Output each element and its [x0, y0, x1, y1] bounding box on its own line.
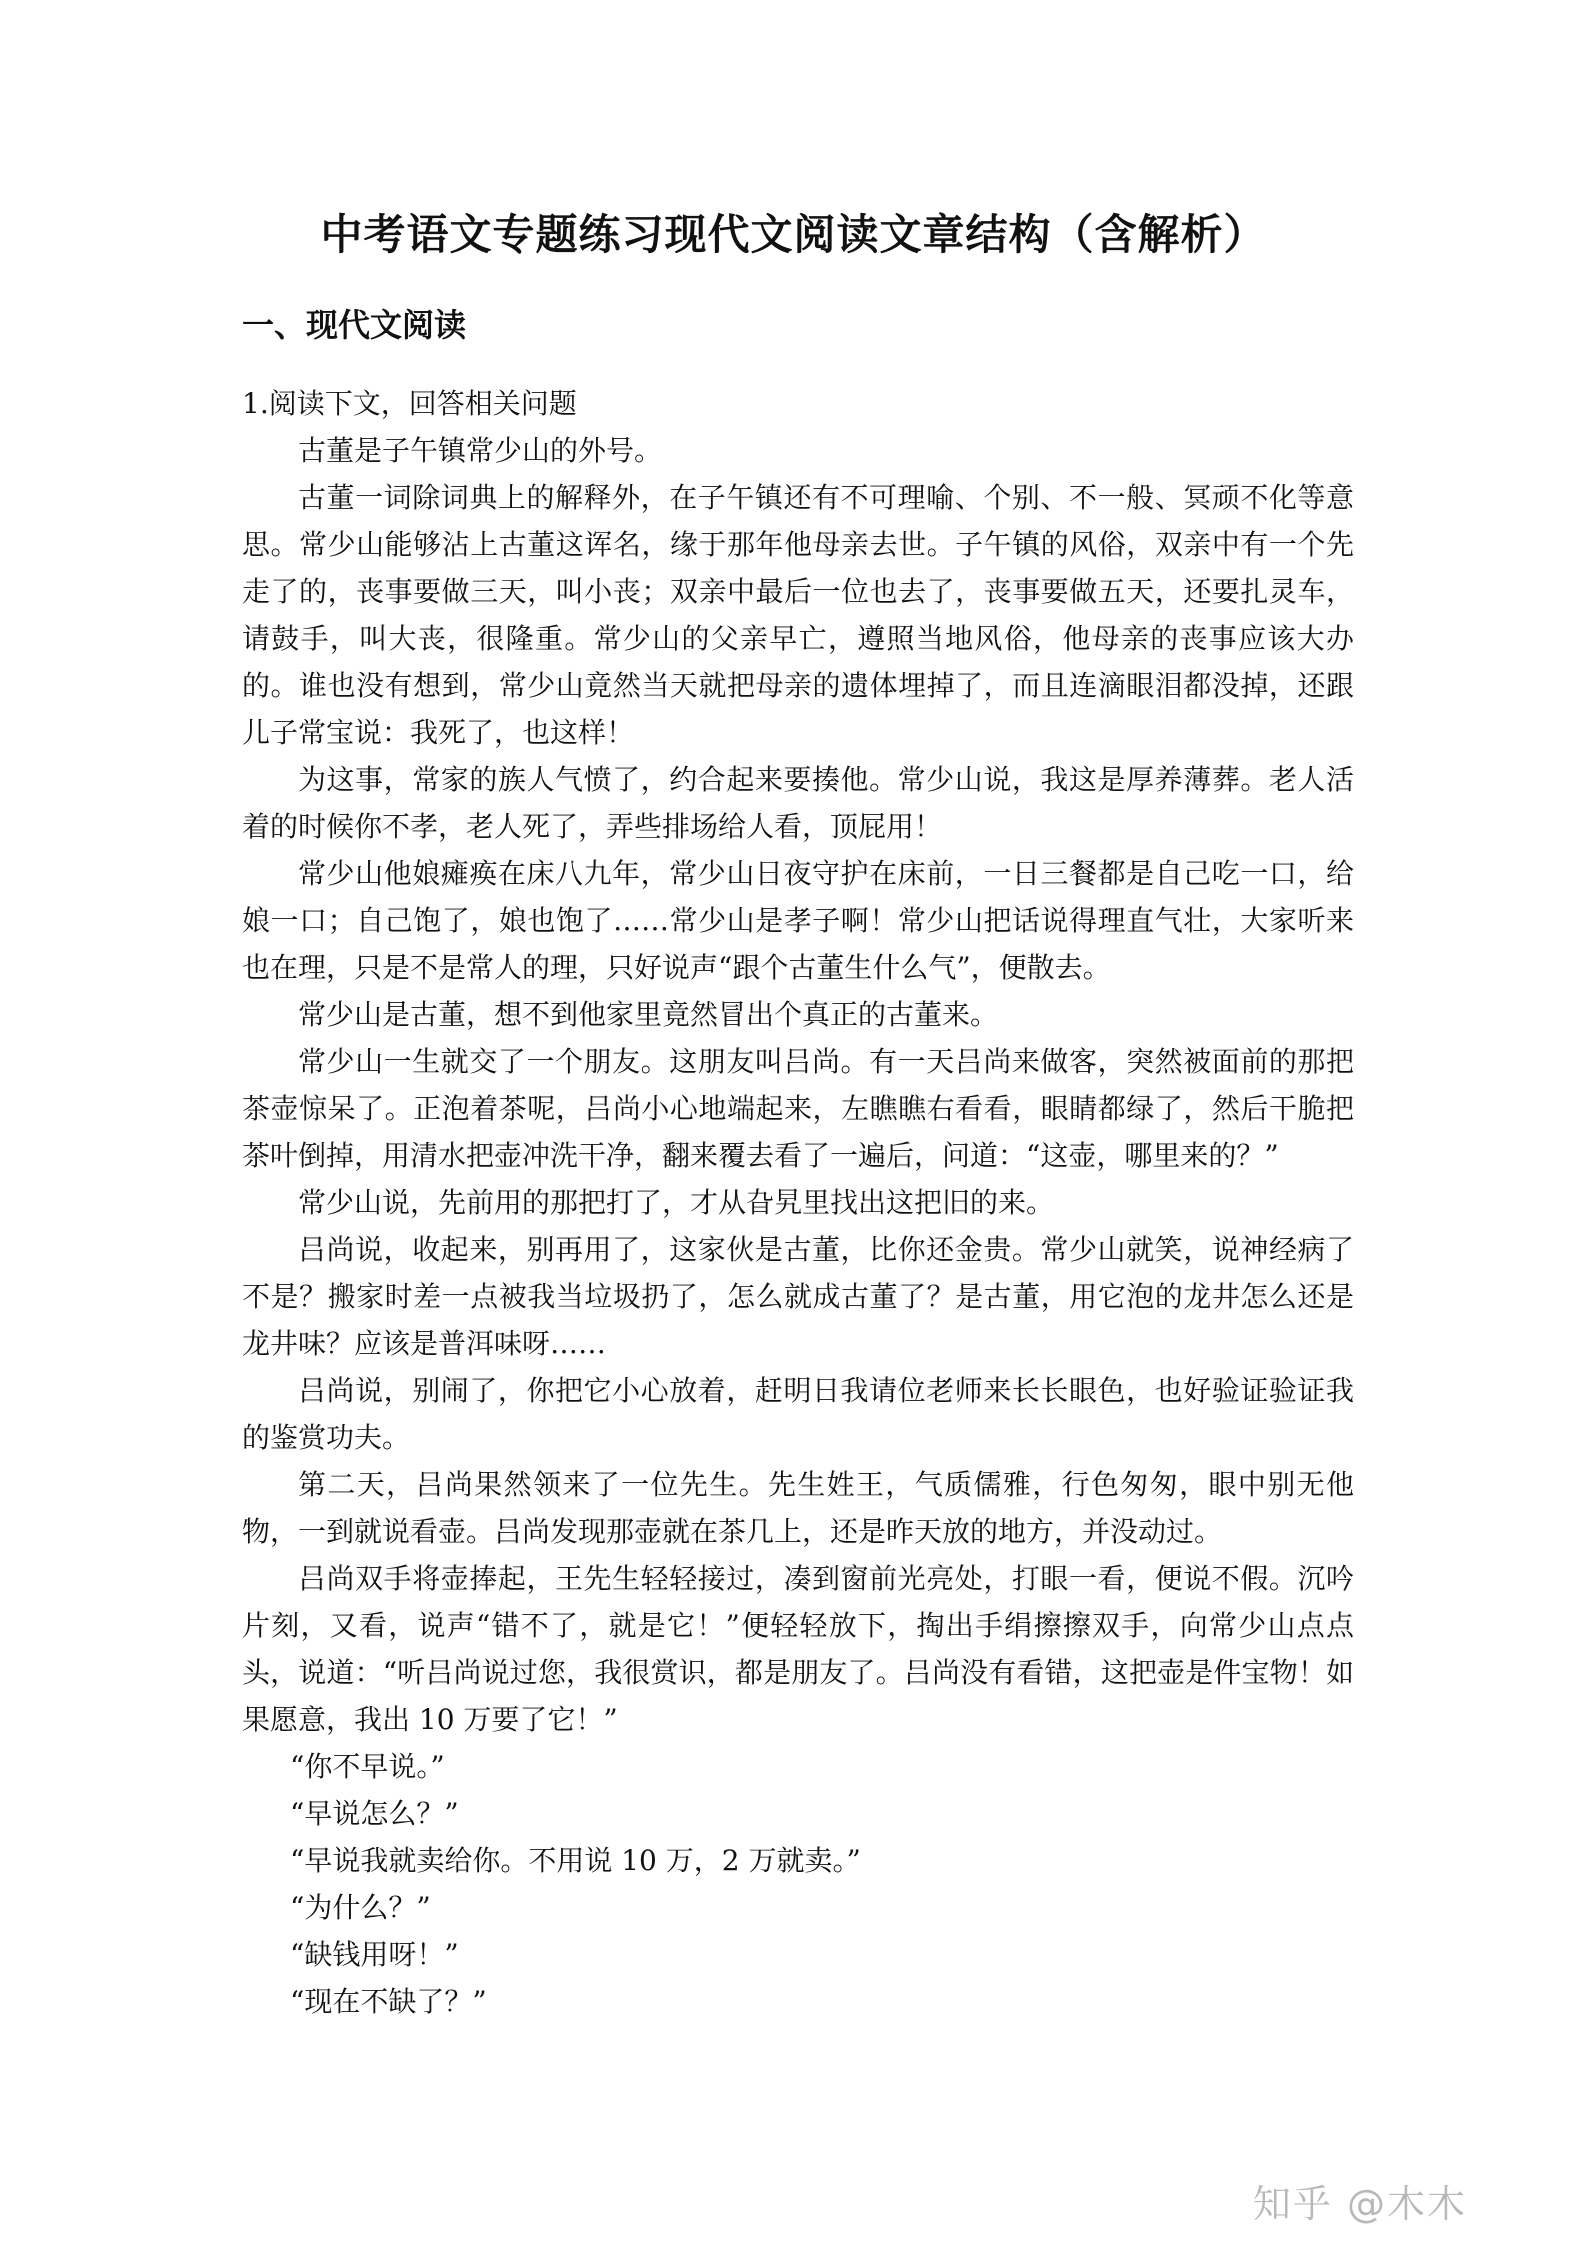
question-intro: 1.阅读下文，回答相关问题	[242, 387, 577, 420]
paragraph: 常少山他娘瘫痪在床八九年，常少山日夜守护在床前，一日三餐都是自己吃一口，给娘一口；自己饱了，娘也饱了……常少山是孝子啊！常少山把话说得理直气壮，大家听来也在理，只是不是常人的理，只好说声“跟个古董生什么气”，便散去。	[242, 857, 1354, 984]
dialogue-line: “早说我就卖给你。不用说 10 万，2 万就卖。”	[290, 1844, 861, 1877]
section-heading: 一、现代文阅读	[242, 306, 467, 344]
paragraph: 古董是子午镇常少山的外号。	[298, 434, 663, 467]
paragraph: 常少山说，先前用的那把打了，才从旮旯里找出这把旧的来。	[298, 1186, 1055, 1219]
paragraph: 为这事，常家的族人气愤了，约合起来要揍他。常少山说，我这是厚养薄葬。老人活着的时候你不孝，老人死了，弄些排场给人看，顶屁用！	[242, 763, 1354, 843]
paragraph: 第二天，吕尚果然领来了一位先生。先生姓王，气质儒雅，行色匆匆，眼中别无他物，一到就说看壶。吕尚发现那壶就在茶几上，还是昨天放的地方，并没动过。	[242, 1468, 1354, 1548]
paragraph: 古董一词除词典上的解释外，在子午镇还有不可理喻、个别、不一般、冥顽不化等意思。常少山能够沾上古董这诨名，缘于那年他母亲去世。子午镇的风俗，双亲中有一个先走了的，丧事要做三天，叫小丧；双亲中最后一位也去了，丧事要做五天，还要扎灵车，请鼓手，叫大丧，很隆重。常少山的父亲早亡，遵照当地风俗，他母亲的丧事应该大办的。谁也没有想到，常少山竟然当天就把母亲的遗体埋掉了，而且连滴眼泪都没掉，还跟儿子常宝说：我死了，也这样！	[242, 481, 1354, 749]
dialogue-line: “你不早说。”	[290, 1750, 445, 1783]
paragraph: 吕尚说，别闹了，你把它小心放着，赶明日我请位老师来长长眼色，也好验证验证我的鉴赏功夫。	[242, 1374, 1354, 1454]
dialogue-line: “现在不缺了？”	[290, 1985, 487, 2018]
dialogue-line: “早说怎么？”	[290, 1797, 459, 1830]
zhihu-watermark: 知乎 @木木	[1252, 2182, 1467, 2226]
paragraph: 吕尚双手将壶捧起，王先生轻轻接过，凑到窗前光亮处，打眼一看，便说不假。沉吟片刻，又看，说声“错不了，就是它！”便轻轻放下，掏出手绢擦擦双手，向常少山点点头，说道：“听吕尚说过您，我很赏识，都是朋友了。吕尚没有看错，这把壶是件宝物！如果愿意，我出 10 万要了它！”	[242, 1562, 1354, 1736]
paragraph: 常少山一生就交了一个朋友。这朋友叫吕尚。有一天吕尚来做客，突然被面前的那把茶壶惊呆了。正泡着茶呢，吕尚小心地端起来，左瞧瞧右看看，眼睛都绿了，然后干脆把茶叶倒掉，用清水把壶冲洗干净，翻来覆去看了一遍后，问道：“这壶，哪里来的？”	[242, 1045, 1354, 1172]
paragraph: 常少山是古董，想不到他家里竟然冒出个真正的古董来。	[298, 998, 999, 1031]
dialogue-line: “缺钱用呀！”	[290, 1938, 459, 1971]
document-title: 中考语文专题练习现代文阅读文章结构（含解析）	[320, 210, 1267, 259]
document-body	[242, 380, 1354, 2025]
dialogue-line: “为什么？”	[290, 1891, 431, 1924]
paragraph: 吕尚说，收起来，别再用了，这家伙是古董，比你还金贵。常少山就笑，说神经病了不是？搬家时差一点被我当垃圾扔了，怎么就成古董了？是古董，用它泡的龙井怎么还是龙井味？应该是普洱味呀……	[242, 1233, 1354, 1360]
